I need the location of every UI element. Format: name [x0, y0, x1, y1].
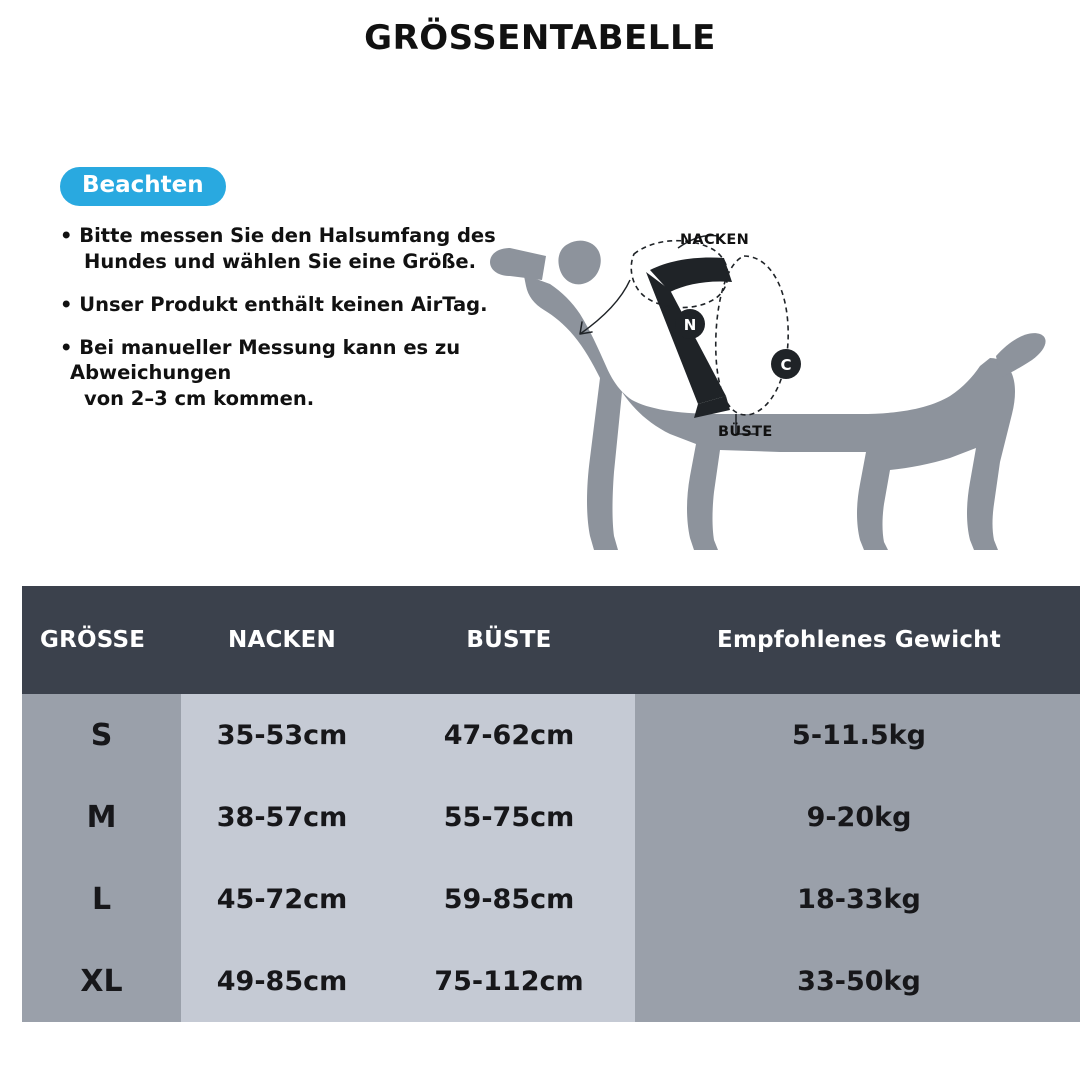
cell-size: M [22, 776, 181, 858]
cell-weight: 9-20kg [635, 776, 1080, 858]
cell-chest: 59-85cm [383, 858, 635, 940]
note-item-line1: • Bitte messen Sie den Halsumfang des [60, 224, 496, 248]
header-weight: Empfohlenes Gewicht [635, 586, 1080, 694]
neck-label: NACKEN [680, 232, 750, 249]
table-body [22, 694, 1080, 1022]
neck-pointer-arrow [580, 280, 630, 334]
table-row [22, 776, 1080, 858]
table-header [22, 586, 1080, 694]
cell-weight: 5-11.5kg [635, 694, 1080, 776]
dog-illustration [480, 152, 1050, 572]
notes-badge: Beachten [60, 167, 226, 206]
note-item-line1: • Unser Produkt enthält keinen AirTag. [60, 292, 488, 316]
neck-marker [675, 309, 705, 339]
chest-marker [771, 349, 801, 379]
size-chart-table [22, 586, 1080, 1022]
top-section [0, 57, 1080, 537]
cell-neck: 45-72cm [181, 858, 383, 940]
cell-size: L [22, 858, 181, 940]
header-neck: NACKEN [181, 586, 383, 694]
header-chest: BÜSTE [383, 586, 635, 694]
cell-neck: 35-53cm [181, 694, 383, 776]
cell-weight: 33-50kg [635, 940, 1080, 1022]
svg-text:N: N [683, 316, 697, 335]
cell-chest: 47-62cm [383, 694, 635, 776]
cell-chest: 75-112cm [383, 940, 635, 1022]
page-title: GRÖSSENTABELLE [364, 18, 716, 58]
header-size: GRÖSSE [22, 586, 181, 694]
note-item-line2: von 2–3 cm kommen. [84, 387, 315, 411]
dog-figure-svg [480, 152, 1050, 572]
table-row [22, 940, 1080, 1022]
table-header-row [22, 586, 1080, 694]
table-row [22, 694, 1080, 776]
svg-text:C: C [780, 356, 792, 375]
cell-size: XL [22, 940, 181, 1022]
cell-neck: 49-85cm [181, 940, 383, 1022]
table-row [22, 858, 1080, 940]
dog-silhouette [490, 241, 1046, 550]
chest-label: BÜSTE [718, 424, 773, 441]
bottom-spacer [0, 1036, 1080, 1080]
cell-size: S [22, 694, 181, 776]
cell-chest: 55-75cm [383, 776, 635, 858]
note-item-line2: Hundes und wählen Sie eine Größe. [84, 250, 477, 274]
cell-weight: 18-33kg [635, 858, 1080, 940]
note-item-line1: • Bei manueller Messung kann es zu Abweichungen [60, 335, 461, 385]
cell-neck: 38-57cm [181, 776, 383, 858]
